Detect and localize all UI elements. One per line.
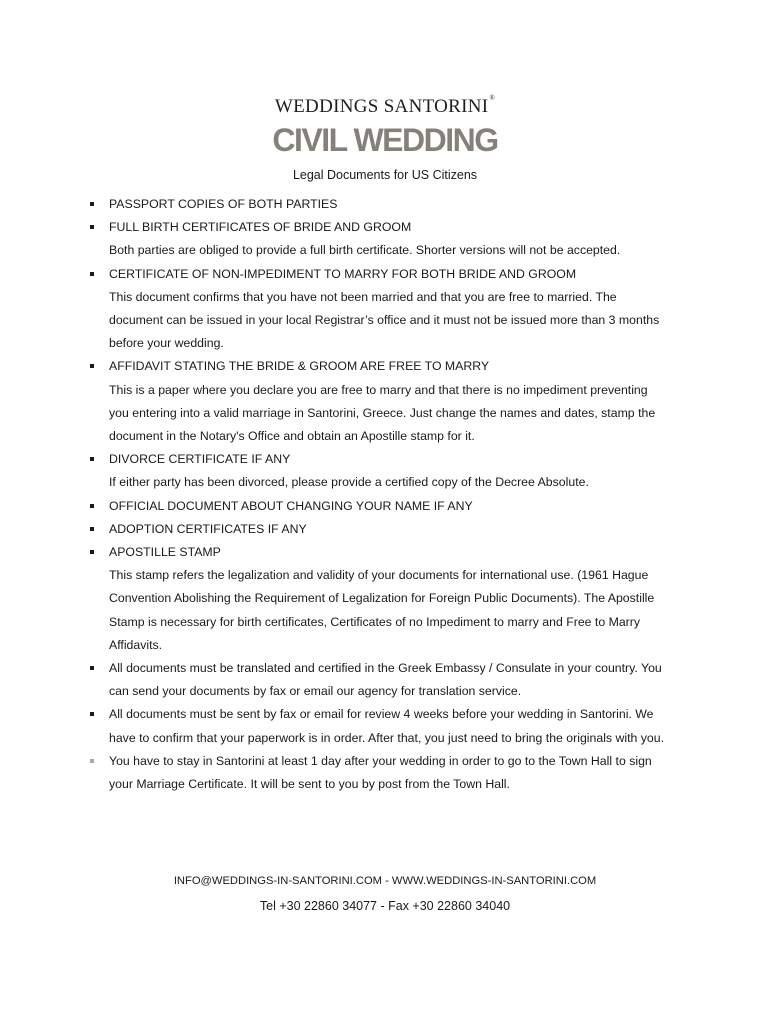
list-item <box>90 263 700 356</box>
bullet-icon <box>90 225 94 229</box>
list-item <box>90 541 700 657</box>
bullet-icon <box>90 202 94 206</box>
bullet-icon <box>90 504 94 508</box>
item-heading: PASSPORT COPIES OF BOTH PARTIES <box>109 197 338 211</box>
item-detail: Convention Abolishing the Requirement of Legalization for Foreign Public Documents). The Apostille <box>109 591 655 606</box>
item-detail: Affidavits. <box>109 637 163 652</box>
list-item <box>90 750 700 796</box>
item-detail: Stamp is necessary for birth certificates, Certificates of no Impediment to marry and Free to Marry <box>109 614 641 629</box>
item-detail: document in the Notary's Office and obtain an Apostille stamp for it. <box>109 429 475 444</box>
item-detail: can send your documents by fax or email our agency for translation service. <box>109 684 522 699</box>
bullet-icon <box>90 457 94 461</box>
item-detail: have to confirm that your paperwork is in order. After that, you just need to bring the originals with you. <box>109 730 665 745</box>
item-detail: before your wedding. <box>109 336 224 351</box>
item-heading: APOSTILLE STAMP <box>109 545 221 560</box>
brand-logo <box>0 94 770 118</box>
footer-contact: INFO@WEDDINGS-IN-SANTORINI.COM - WWW.WEDDINGS-IN-SANTORINI.COM <box>173 875 597 887</box>
item-detail: you entering into a valid marriage in Santorini, Greece. Just change the names and dates, stamp the <box>109 405 656 420</box>
item-heading: AFFIDAVIT STATING THE BRIDE & GROOM ARE FREE TO MARRY <box>109 359 490 374</box>
item-detail: This document confirms that you have not been married and that you are free to married. The <box>109 289 617 304</box>
list-item <box>90 518 700 541</box>
item-heading: You have to stay in Santorini at least 1 day after your wedding in order to go to the Town Hall to sign <box>109 753 652 768</box>
item-heading: FULL BIRTH CERTIFICATES OF BRIDE AND GROOM <box>109 220 412 235</box>
list-item <box>90 703 700 749</box>
item-heading: OFFICIAL DOCUMENT ABOUT CHANGING YOUR NAME IF ANY <box>109 498 473 513</box>
list-item <box>90 657 700 703</box>
page-title: CIVIL WEDDING <box>272 122 498 158</box>
item-detail: Both parties are obliged to provide a full birth certificate. Shorter versions will not be accepted. <box>109 243 621 258</box>
brand-name: WEDDINGS SANTORINI <box>274 96 489 117</box>
bullet-icon <box>90 272 94 276</box>
item-heading: All documents must be sent by fax or email for review 4 weeks before your wedding in Santorini. We <box>109 707 654 722</box>
list-item <box>90 193 700 216</box>
list-item <box>90 495 700 518</box>
registered-mark: ® <box>489 94 496 102</box>
bullet-icon <box>90 550 94 554</box>
documents-list <box>90 193 700 796</box>
item-heading: ADOPTION CERTIFICATES IF ANY <box>109 521 307 536</box>
item-heading: CERTIFICATE OF NON-IMPEDIMENT TO MARRY FOR BOTH BRIDE AND GROOM <box>109 266 577 281</box>
item-heading: DIVORCE CERTIFICATE IF ANY <box>109 452 291 467</box>
item-detail: If either party has been divorced, please provide a certified copy of the Decree Absolute. <box>109 475 589 490</box>
bullet-icon <box>90 364 94 368</box>
bullet-icon <box>90 712 94 716</box>
page-subtitle: Legal Documents for US Citizens <box>292 168 478 182</box>
footer-phone: Tel +30 22860 34077 - Fax +30 22860 34040 <box>259 899 511 913</box>
item-detail: your Marriage Certificate. It will be sent to you by post from the Town Hall. <box>109 777 510 792</box>
bullet-icon <box>90 527 94 531</box>
item-detail: This stamp refers the legalization and validity of your documents for international use. (1961 Hague <box>109 568 649 583</box>
item-detail: document can be issued in your local Registrar’s office and it must not be issued more than 3 months <box>109 313 660 328</box>
item-detail: This is a paper where you declare you are free to marry and that there is no impediment preventing <box>109 382 648 397</box>
item-heading: All documents must be translated and certified in the Greek Embassy / Consulate in your country. You <box>109 661 662 676</box>
list-item <box>90 355 700 448</box>
bullet-icon <box>90 666 94 670</box>
bullet-icon <box>90 759 94 763</box>
list-item <box>90 448 700 494</box>
list-item <box>90 216 700 262</box>
